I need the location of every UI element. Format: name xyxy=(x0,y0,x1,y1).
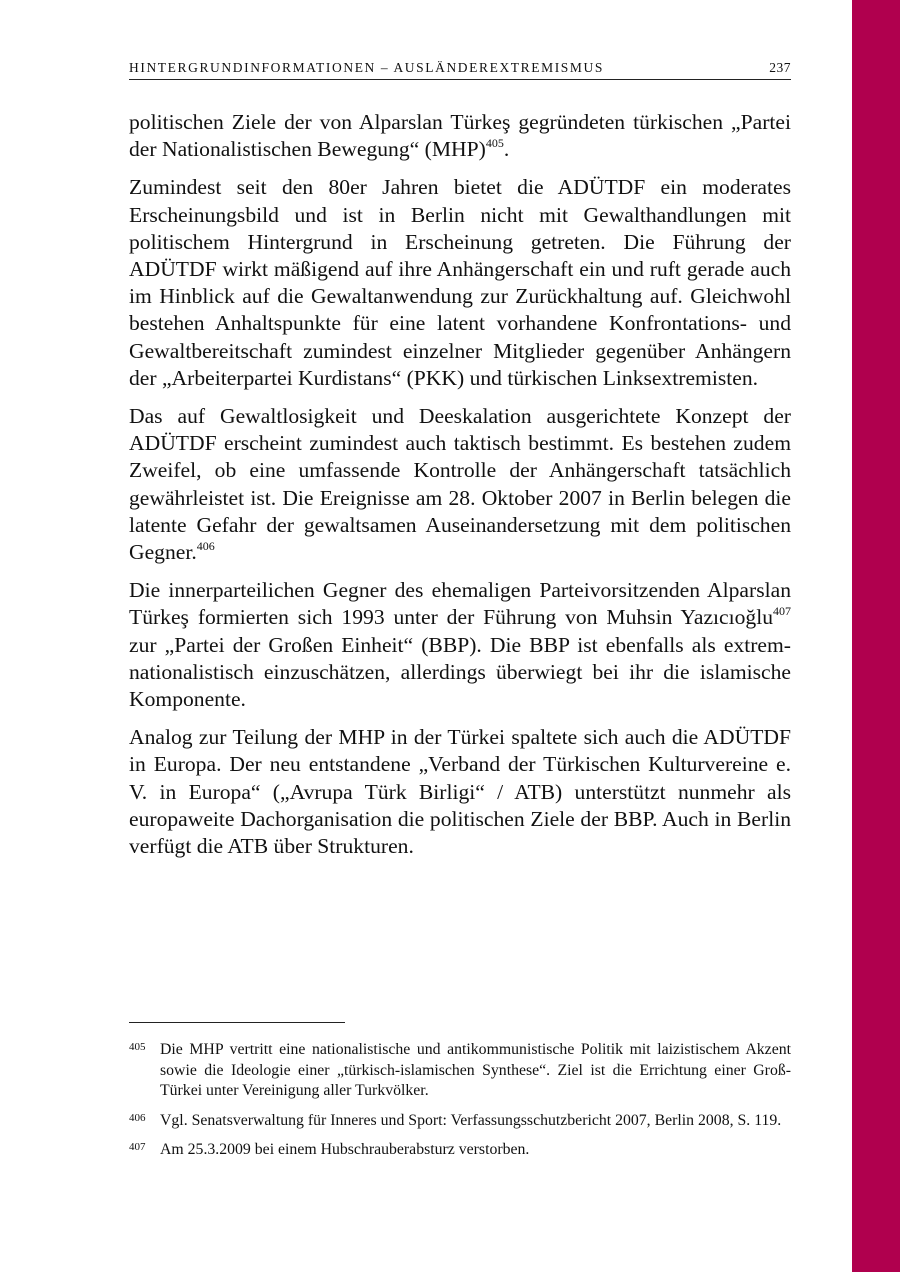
page-number: 237 xyxy=(769,60,791,75)
paragraph-text: zur „Partei der Großen Einheit“ (BBP). Die BBP ist ebenfalls als extrem-nationalistisch einzuschätzen, allerdings überwiegt bei ihr die islamische Komponente. xyxy=(129,632,791,712)
footnote-number: 407 xyxy=(129,1141,146,1153)
paragraph-4 xyxy=(129,577,791,713)
footnote-406 xyxy=(129,1111,791,1132)
body-text xyxy=(129,109,791,871)
footnote-ref-405[interactable]: 405 xyxy=(485,136,504,151)
footnote-number: 405 xyxy=(129,1041,146,1053)
paragraph-text: Die innerparteilichen Gegner des ehemaligen Parteivorsitzenden Alparslan Türkeş formierten sich 1993 unter der Führung von Muhsin Yazıcıoğlu xyxy=(129,578,791,630)
paragraph-2 xyxy=(129,174,791,392)
paragraph-text: Analog zur Teilung der MHP in der Türkei spaltete sich auch die ADÜTDF in Europa. Der neu entstandene „Verband der Türkischen Kulturvereine e. V. in Europa“ („Avrupa Türk Birligi“ / ATB) unterstützt nunmehr als europaweite Dachorganisation die politischen Ziele der BBP. Auch in Berlin verfügt die ATB über Strukturen. xyxy=(129,725,791,859)
paragraph-1 xyxy=(129,109,791,163)
footnote-separator xyxy=(129,1022,345,1023)
footnote-number: 406 xyxy=(129,1111,146,1124)
footnotes xyxy=(129,1040,791,1170)
footnote-text: Die MHP vertritt eine nationalistische und antikommunistische Politik mit laizistischem Akzent sowie die Ideologie einer „türkisch-islamischen Synthese“. Ziel ist die Errichtung einer Groß-Türkei unter Vereinigung aller Turkvölker. xyxy=(160,1041,791,1099)
running-title: HINTERGRUNDINFORMATIONEN – AUSLÄNDEREXTREMISMUS xyxy=(129,60,604,75)
accent-sidebar-bar xyxy=(852,0,900,1272)
footnote-text: Vgl. Senatsverwaltung für Inneres und Sport: Verfassungsschutzbericht 2007, Berlin 2008, S. 119. xyxy=(160,1111,782,1129)
footnote-ref-407[interactable]: 407 xyxy=(773,604,791,619)
footnote-407 xyxy=(129,1140,791,1161)
paragraph-text: . xyxy=(503,137,510,162)
paragraph-5 xyxy=(129,724,791,860)
paragraph-text: Zumindest seit den 80er Jahren bietet die ADÜTDF ein moderates Erscheinungsbild und ist in Berlin nicht mit Gewalthandlungen mit politischem Hintergrund in Erscheinung getreten. Die Führung der ADÜTDF wirkt mäßigend auf ihre Anhängerschaft ein und ruft gerade auch im Hinblick auf die Gewaltanwendung zur Zurückhaltung auf. Gleichwohl bestehen Anhaltspunkte für eine latent vorhandene Konfrontations- und Gewaltbereitschaft zumindest einzelner Mitglieder gegenüber Anhängern der „Arbeiterpartei Kurdistans“ (PKK) und türkischen Linksextremisten. xyxy=(129,175,791,390)
running-header xyxy=(129,60,791,80)
paragraph-3 xyxy=(129,403,791,566)
paragraph-text: politischen Ziele der von Alparslan Türkeş gegründeten türkischen „Partei der Nationalistischen Bewegung“ (MHP) xyxy=(129,110,791,162)
footnote-405 xyxy=(129,1040,791,1102)
footnote-text: Am 25.3.2009 bei einem Hubschrauberabsturz verstorben. xyxy=(160,1141,530,1158)
paragraph-text: Das auf Gewaltlosigkeit und Deeskalation ausgerichtete Konzept der ADÜTDF erscheint zumindest auch taktisch bestimmt. Es bestehen zudem Zweifel, ob eine umfassende Kontrolle der Anhängerschaft tatsächlich gewährleistet ist. Die Ereignisse am 28. Oktober 2007 in Berlin belegen die latente Gefahr der gewaltsamen Auseinandersetzung mit dem politischen Gegner. xyxy=(129,404,791,565)
footnote-ref-406[interactable]: 406 xyxy=(196,539,215,554)
